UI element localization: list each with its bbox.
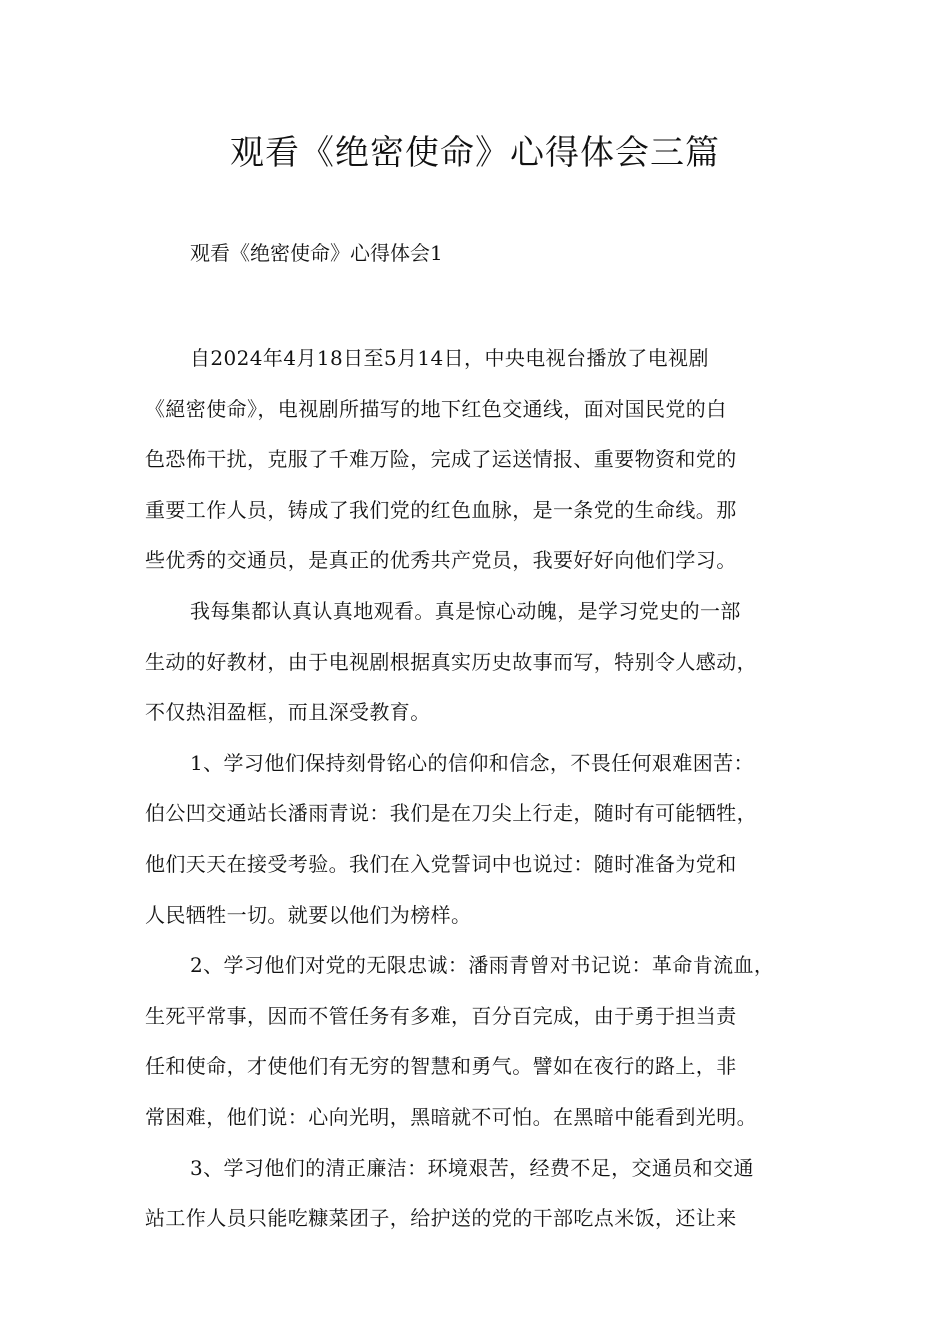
text-line: 自2024年4月18日至5月14日，中央电视台播放了电视剧 <box>190 346 709 370</box>
paragraph-2 <box>145 586 825 738</box>
text-line: 人民牺牲一切。就要以他们为榜样。 <box>145 902 472 927</box>
text-line: 我每集都认真认真地观看。真是惊心动魄，是学习党史的一部 <box>190 598 741 623</box>
paragraph-5 <box>145 1143 825 1244</box>
text-line: 生动的好教材，由于电视剧根据真实历史故事而写，特别令人感动， <box>145 649 757 674</box>
text-line: 些优秀的交通员，是真正的优秀共产党员，我要好好向他们学习。 <box>145 548 737 573</box>
text-line: 任和使命，才使他们有无穷的智慧和勇气。譬如在夜行的路上，非 <box>145 1054 737 1079</box>
text-line: 色恐佈干扰，克服了千难万险，完成了运送情报、重要物资和党的 <box>145 447 737 472</box>
text-line: 1、学习他们保持刻骨铭心的信仰和信念，不畏任何艰难困苦： <box>190 750 754 775</box>
text-line: 常困难，他们说：心向光明，黑暗就不可怕。在黑暗中能看到光明。 <box>145 1104 757 1129</box>
document-title: 观看《绝密使命》心得体会三篇 <box>230 133 720 173</box>
text-line: 生死平常事，因而不管任务有多难，百分百完成，由于勇于担当责 <box>145 1003 737 1028</box>
text-line: 他们天天在接受考验。我们在入党誓词中也说过：随时准备为党和 <box>145 851 737 876</box>
paragraph-4 <box>145 940 825 1142</box>
paragraph-3 <box>145 738 825 940</box>
text-line: 不仅热泪盈框，而且深受教育。 <box>145 700 431 725</box>
text-line: 重要工作人员，铸成了我们党的红色血脉，是一条党的生命线。那 <box>145 497 737 522</box>
document-body <box>145 333 825 1244</box>
text-line: 《絕密使命》，电视剧所描写的地下红色交通线，面对国民党的白 <box>145 396 727 421</box>
text-line: 站工作人员只能吃糠菜团子，给护送的党的干部吃点米饭，还让来 <box>145 1206 737 1231</box>
section-subtitle: 观看《绝密使命》心得体会1 <box>190 241 443 265</box>
text-line: 伯公凹交通站长潘雨青说：我们是在刀尖上行走，随时有可能牺牲， <box>145 801 757 826</box>
paragraph-1 <box>145 333 825 586</box>
text-line: 2、学习他们对党的无限忠诚：潘雨青曾对书记说：革命肯流血， <box>190 953 775 978</box>
text-line: 3、学习他们的清正廉洁：环境艰苦，经费不足，交通员和交通 <box>190 1155 754 1180</box>
